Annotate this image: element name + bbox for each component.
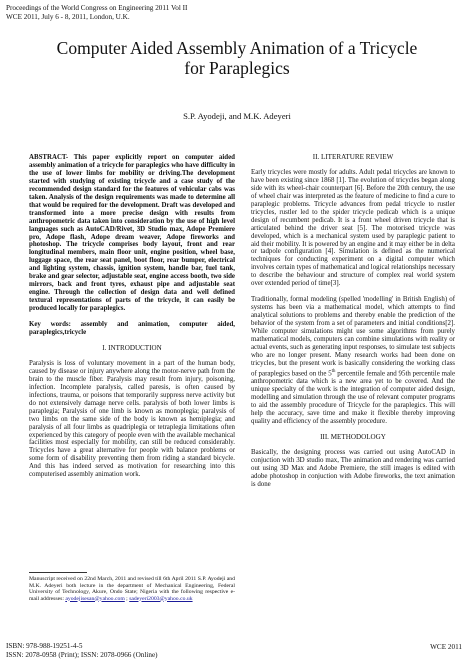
literature-paragraph-2 [251, 296, 455, 426]
introduction-heading: I. INTRODUCTION [102, 343, 162, 352]
proceedings-header [6, 4, 187, 21]
title-line-2: for Paraplegics [184, 58, 290, 78]
email-separator: ; [124, 595, 130, 602]
manuscript-footnote [29, 572, 235, 602]
methodology-text: Basically, the designing process was carried out using AutoCAD in conjuction with 3D studio max, The animation and rendering was carried out using 3D Max and Adobe Premiere, the still images is edited with adobe photoshop in conjuction with Adobe fireworks, the text animation is done [251, 448, 455, 488]
isbn-issn-block [6, 642, 158, 659]
isbn-line: ISBN: 978-988-19251-4-5 [6, 642, 83, 650]
literature-paragraph-2-part-b: percentile female and 95th percentile male anthropometric data which is a new area yet to be covered. And the unique specialty of the work is the integration of computer aided design, modelling and simulation through the use of relevant computer programs to aid the assembly procedure of Tricycle for the paraplegics. This will help the accuracy, save time and make it flexible thereby improving quality and efficiency of the assembly procedure. [251, 370, 455, 425]
keywords: Key words: assembly and animation, computer aided, paraplegics,tricycle [29, 321, 235, 337]
author-email-1[interactable]: ayodejisesan@yahoo.com [65, 595, 125, 602]
footnote-divider [29, 572, 87, 573]
literature-paragraph-1: Early tricycles were mostly for adults. Adult pedal tricycles are known to have been existing since 1868 [1]. The evolution of tricycles began along side with its wheel-chair counterpart [6]. Before the 20th century, the use of wheel chair was interpreted as the feature of medicine to find a cure to paraplegic problems. Tricycle advances from pedal tricycle to rustler tricycles, rustler led to the spider tricycle pedicab which is a unique design of recumbent pedicab. It is a front wheel driven tricycle that is articulated behind the driver seat [5]. The motorised tricycle was developed, which is a mechanical system used by paraplegic patient to aid their mobility. It is powered by an engine and it may either be in delta or tadpole configuration [4]. Simulation is defined as the numerical techniques for conducting experiment on a digital computer which involves certain types of mathematical and logical relationships necessary to describe the behaviour and structure of complex real world system over extended period of time[3]. [251, 168, 455, 288]
methodology-heading: III. METHODOLOGY [320, 432, 386, 441]
right-column [251, 154, 455, 489]
title-line-1: Computer Aided Assembly Animation of a Tricycle [56, 38, 418, 58]
left-column [29, 154, 235, 479]
introduction-text: Paralysis is loss of voluntary movement in a part of the human body, caused by disease or injury anywhere along the motor-nerve path from the brain to the muscle fiber. Paralysis may result from injury, poisoning, infection. Incomplete paralysis, called paresis, is often caused by infections, trauma, or poisons that temporarily suppress nerve activity but do not extensively damage nerve cells. paralysis of both lower limbs is paraplegia; Paralysis of one limb is known as monoplegia; paralysis of two limbs on the same side of the body is known as hemiplegia; and paralysis of all four limbs as quadriplegia or tetraplegia limitations often experienced by this category of people even with the available mechanical facilities most especially for mobility, can still be reduced considerably. Tricycles have a great alternative for people with balance problems or some form of disability preventing them from riding a standard bicycle. And this has indeed served as motivation for researching into this computerised assembly animation work. [29, 359, 235, 479]
issn-line: ISSN: 2078-0958 (Print); ISSN: 2078-0966 (Online) [6, 650, 158, 659]
abstract: ABSTRACT- This paper explicitly report on computer aided assembly animation of a tricycle for paraplegics who have difficulty in the use of lower limbs for mobility or driving.The development started with studying of existing tricycle and a case study of the recommended design standard for the features of vehicular cabs was taken. Analysis of the design requirements was made to determine all that would be required for the development. Draft was developed and transformed into a more precise design with results from anthropometric data taken into consideration by the use of high level languages such as AutoCAD/Rivet, 3D Studio max, Adope Premiere pro, Adope flash, Adope dream weaver, Adope fireworks and photoshop. The tricycle comprises body layout, front and rear longitudinal members, main floor unit, engine position, wheel base, luggage space, the rear seat panel, boot floor, rear bumper, electrical and lighting system, chassis, ignition system, handle bar, fuel tank, brake and gear selector, adjustable seat, engine access booth, two side mirrors, back and front tyres, exhaust pipe and adjustable seat engine. Through the collection of design data and well defined textural representations of parts of the tricycle, it can easily be produced locally for paraplegics. [29, 154, 235, 313]
header-line-1: Proceedings of the World Congress on Engineering 2011 Vol II [6, 4, 188, 12]
literature-review-heading: II. LITERATURE REVIEW [312, 153, 394, 161]
author-list: S.P. Ayodeji, and M.K. Adeyeri [183, 111, 291, 121]
paper-title [0, 38, 474, 78]
header-line-2: WCE 2011, July 6 - 8, 2011, London, U.K. [6, 12, 130, 21]
footer-conference-label: WCE 2011 [430, 643, 462, 651]
author-email-2[interactable]: sadeyeri2003@yahoo.co.uk [129, 595, 193, 602]
footnote-text: Manuscript received on 22nd March, 2011 and revised till 6th April 2011 S.P. Ayodeji and M.K. Adeyeri both lecture in the department of Mechanical Engineering, Federal University of Technology, Akure, Ondo State; Nigeria with the following respective e-mail addresses: [29, 576, 235, 602]
literature-paragraph-2-part-a: Traditionally, formal modeling (spelled 'modelling' in British English) of systems has been via a mathematical model, which attempts to find analytical solutions to problems and thereby enable the prediction of the behavior of the system from a set of parameters and initial conditions[2]. While computer simulations might use some algorithms from purely mathematical models, computers can combine simulations with reality or actual events, such as generating input responses, to simulate test subjects who are no longer present. Many research works had been done on tricycles, but the present work is basically considering the working class of paraplegics based on the 5 [251, 296, 455, 378]
percentile-superscript: th [331, 368, 336, 374]
